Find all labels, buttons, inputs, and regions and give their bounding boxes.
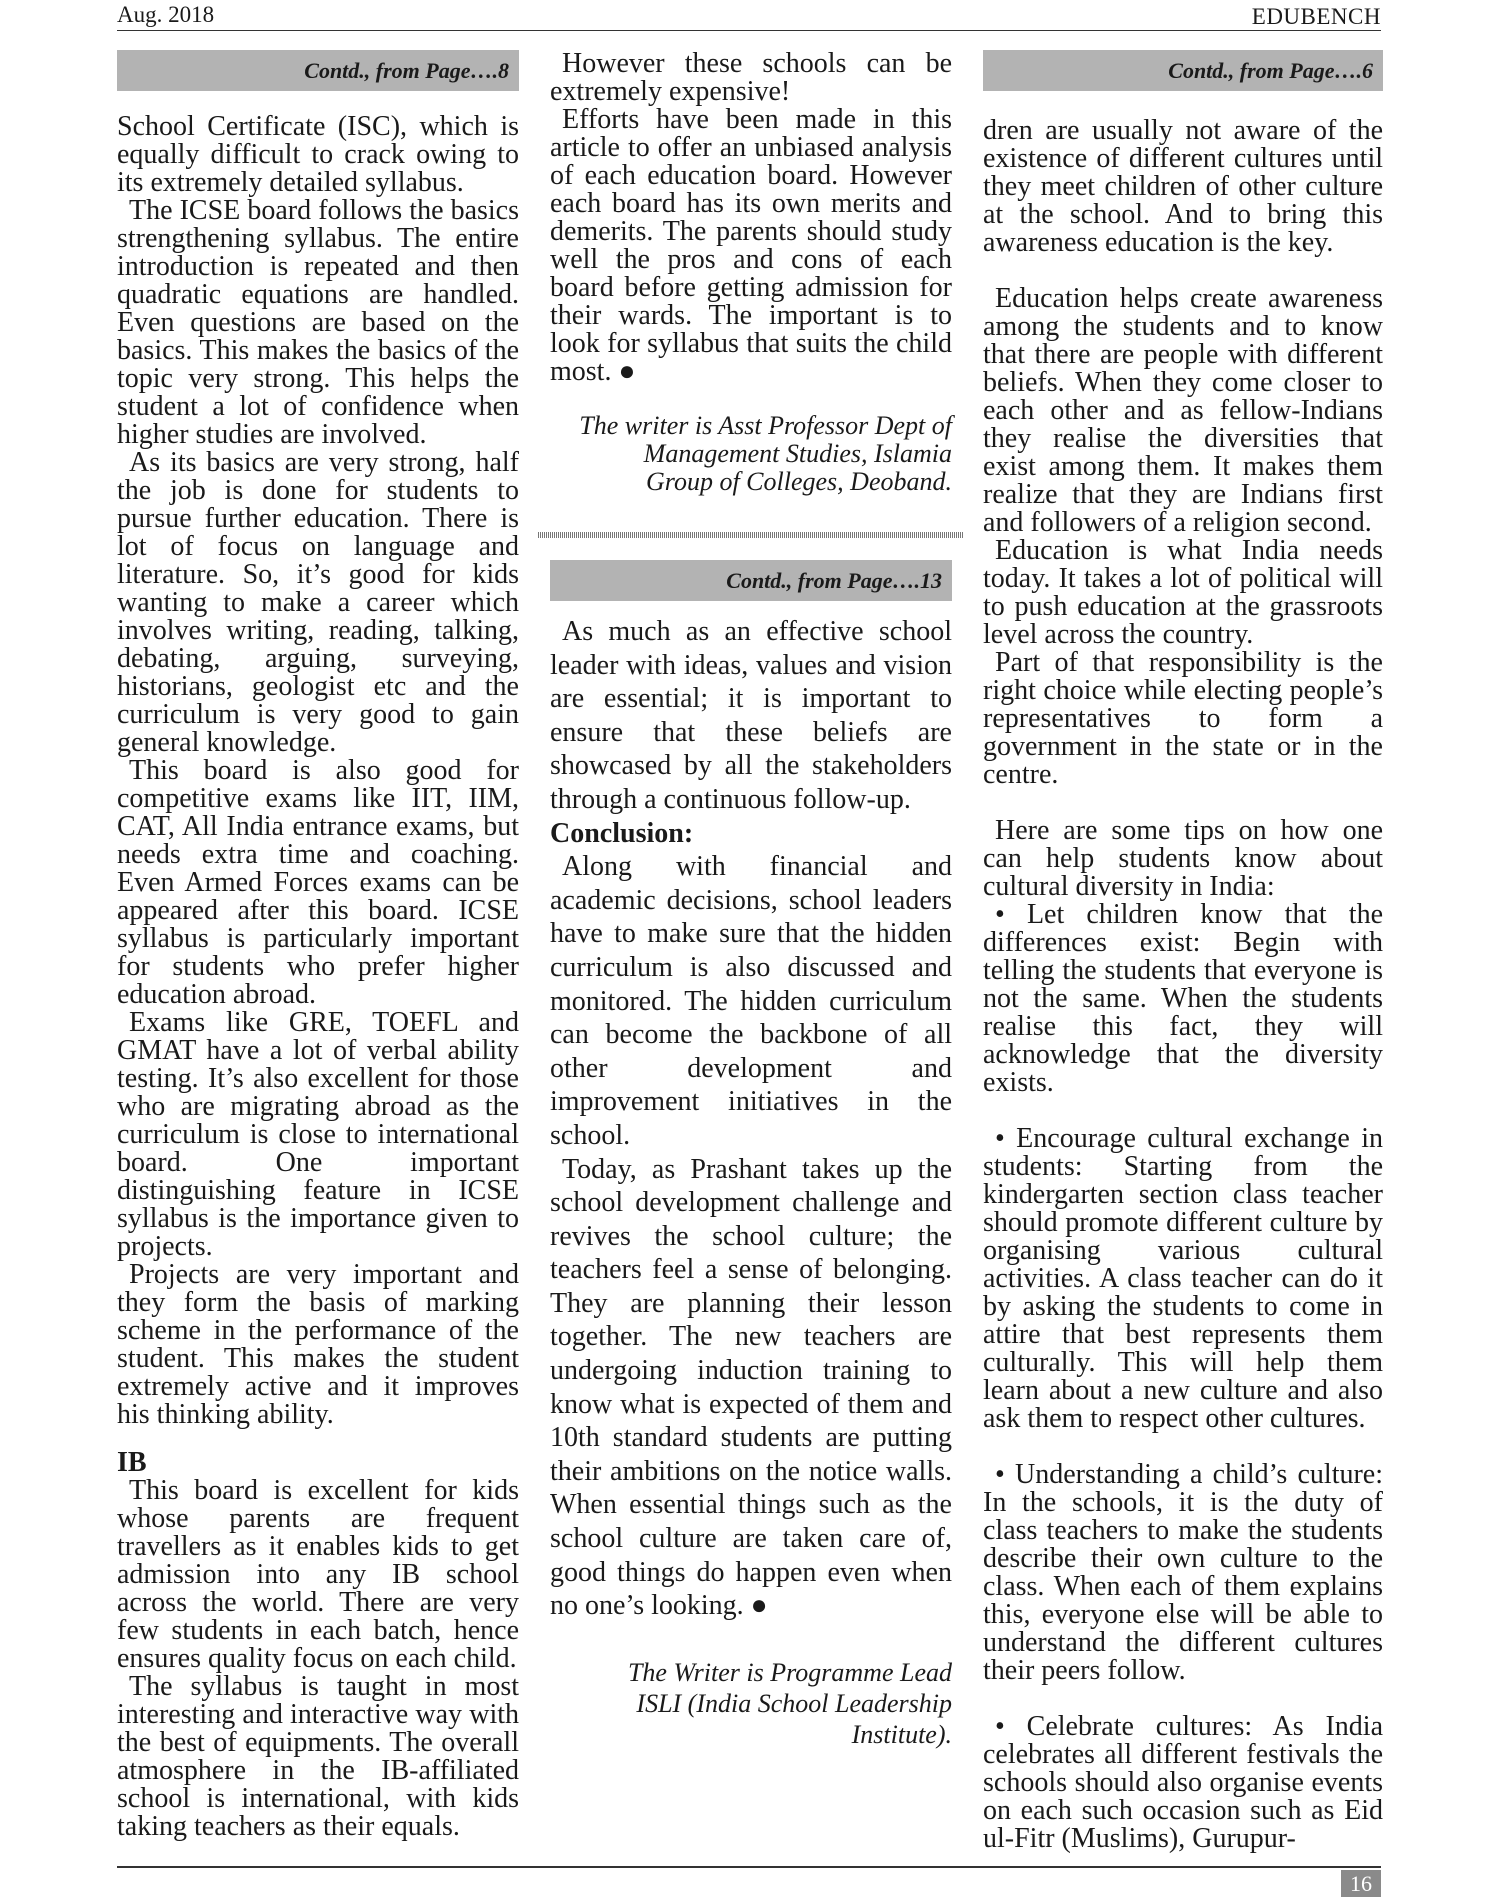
author-note-line: Group of Colleges, Deoband. [646,467,952,496]
section-heading-conclusion: Conclusion: [550,817,694,849]
column-2 [550,50,952,1750]
column-3 [983,50,1383,1853]
paragraph: This board is also good for competitive exams like IIT, IIM, CAT, All India entrance exams, but needs extra time and coaching. Even Armed Forces exams can be appeared after this board. ICSE syllabus is particularly important for students who prefer higher education abroad. [117,755,519,1010]
page-number: 16 [1341,1870,1381,1897]
author-note [550,1657,952,1750]
author-note-line: Management Studies, Islamia [643,439,952,468]
paragraph: The ICSE board follows the basics strengthening syllabus. The entire introduction is repeated and then quadratic equations are handled. Even questions are based on the basics. This makes the basics of the topic very strong. This helps the student a lot of confidence when higher studies are involved. [117,195,519,450]
paragraph: Here are some tips on how one can help students know about cultural diversity in India: [983,815,1383,902]
paragraph: As much as an effective school leader with ideas, values and vision are essential; it is important to ensure that these beliefs are showcased by all the stakeholders through a continuous follow-up. [550,616,952,815]
author-note [550,412,952,496]
continued-from-banner: Contd., from Page….6 [983,50,1383,91]
publication-name: EDUBENCH [1251,4,1381,29]
bullet-item: • Celebrate cultures: As India celebrates all different festivals the schools should also organise events on each such occasion such as Eid ul-Fitr (Muslims), Gurupur- [983,1711,1383,1854]
bullet-item: • Encourage cultural exchange in students: Starting from the kindergarten section class teacher should promote different culture by organising various cultural activities. A class teacher can do it by asking the students to come in attire that best represents them culturally. This will help them learn about a new culture and also ask them to respect other cultures. [983,1123,1383,1434]
paragraph: The syllabus is taught in most interesting and interactive way with the best of equipments. The overall atmosphere in the IB-affiliated school is international, with kids taking teachers as their equals. [117,1671,519,1842]
paragraph: Efforts have been made in this article to offer an unbiased analysis of each education board. However each board has its own merits and demerits. The parents should study well the pros and cons of each board before getting admission for their wards. The important is to look for syllabus that suits the child most. ● [550,104,952,387]
article-divider [538,532,964,538]
bullet-item: • Let children know that the differences exist: Begin with telling the students that everyone is not the same. When the students realise this fact, they will acknowledge that the diversity exists. [983,899,1383,1098]
header-rule [117,30,1381,31]
column-1 [117,50,519,1841]
author-note-line: ISLI (India School Leadership [636,1688,952,1718]
paragraph: dren are usually not aware of the existence of different cultures until they meet children of other culture at the school. And to bring this awareness education is the key. [983,115,1383,258]
paragraph: However these schools can be extremely expensive! [550,48,952,107]
paragraph: Part of that responsibility is the right choice while electing people’s representatives to form a government in the state or in the centre. [983,647,1383,790]
paragraph: School Certificate (ISC), which is equally difficult to crack owing to its extremely detailed syllabus. [117,111,519,198]
author-note-line: The writer is Asst Professor Dept of [579,411,952,440]
article-body [550,615,952,1623]
paragraph: Education is what India needs today. It takes a lot of political will to push education at the grassroots level across the country. [983,535,1383,650]
paragraph: Along with financial and academic decisions, school leaders have to make sure that the hidden curriculum is also discussed and monitored. The hidden curriculum can become the backbone of all other development and improvement initiatives in the school. [550,851,952,1151]
paragraph: Today, as Prashant takes up the school development challenge and revives the school culture; the teachers feel a sense of belonging. They are planning their lesson together. The new teachers are undergoing induction training to know what is expected of them and 10th standard students are putting their ambitions on the notice walls. When essential things such as the school culture are taken care of, good things do happen even when no one’s looking. ● [550,1153,952,1622]
paragraph: Exams like GRE, TOEFL and GMAT have a lot of verbal ability testing. It’s also excellent for those who are migrating abroad as the curriculum is close to international board. One important distinguishing feature in ICSE syllabus is the importance given to projects. [117,1007,519,1262]
bullet-item: • Understanding a child’s culture: In the schools, it is the duty of class teachers to make the students describe their own culture to the class. When each of them explains this, everyone else will be able to understand the different cultures their peers follow. [983,1459,1383,1686]
paragraph: Projects are very important and they form the basis of marking scheme in the performance of the student. This makes the student extremely active and it improves his thinking ability. [117,1259,519,1430]
footer-rule [117,1866,1381,1868]
author-note-line: Institute). [851,1719,952,1749]
paragraph: This board is excellent for kids whose parents are frequent travellers as it enables kids to get admission into any IB school across the world. There are very few students in each batch, hence ensures quality focus on each child. [117,1475,519,1674]
continued-from-banner: Contd., from Page….8 [117,50,519,91]
paragraph: As its basics are very strong, half the job is done for students to pursue further education. There is lot of focus on language and literature. So, it’s good for kids wanting to make a career which involves writing, reading, talking, debating, arguing, surveying, historians, geologist etc and the curriculum is very good to gain general knowledge. [117,447,519,758]
continued-from-banner: Contd., from Page….13 [550,560,952,601]
author-note-line: The Writer is Programme Lead [627,1657,952,1687]
section-heading-ib: IB [117,1447,147,1478]
paragraph: Education helps create awareness among the students and to know that there are people with different beliefs. When they come closer to each other and as fellow-Indians they realise the diversities that exist among them. It makes them realize that they are Indians first and followers of a religion second. [983,283,1383,538]
issue-date: Aug. 2018 [117,2,215,27]
